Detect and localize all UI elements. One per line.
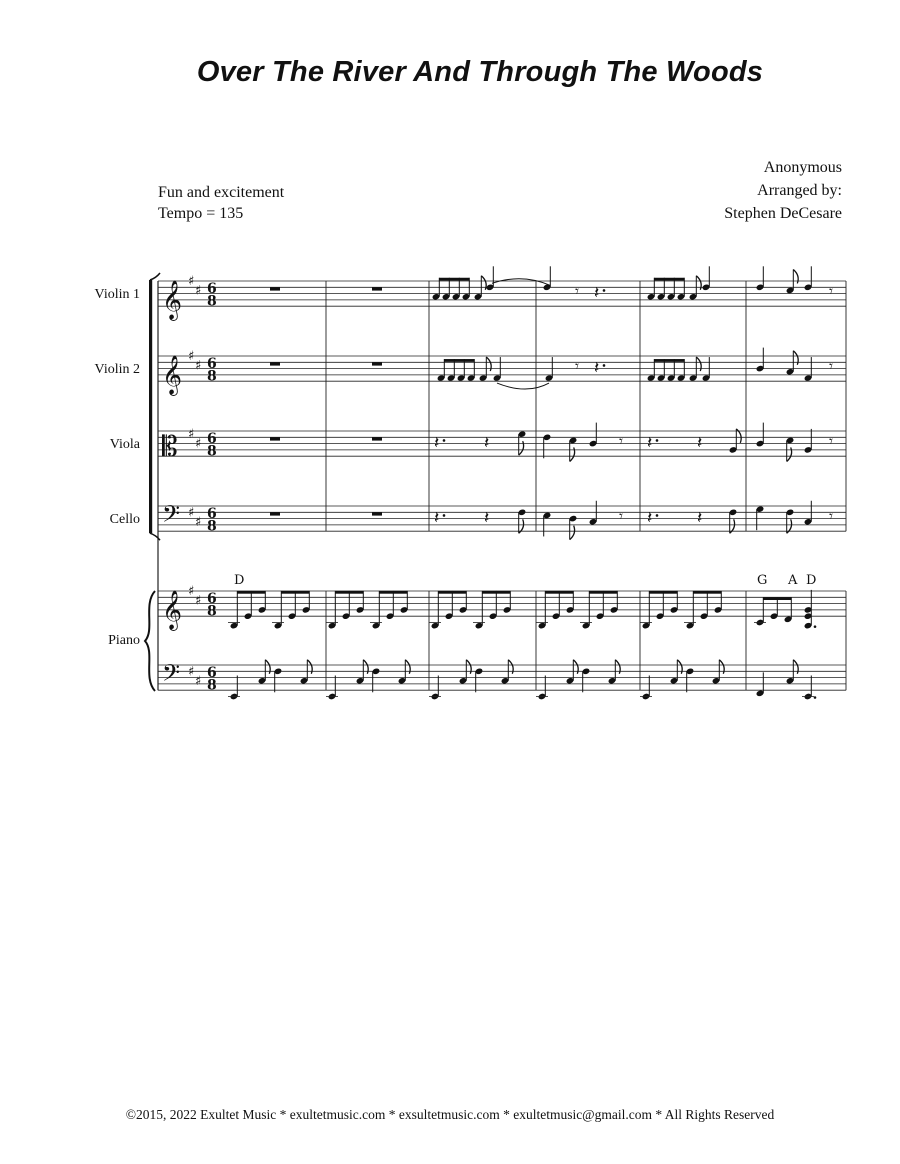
instrument-name-piano: Piano (108, 633, 140, 648)
arranger: Stephen DeCesare (724, 205, 842, 222)
time-signature-top: 6 (207, 356, 217, 372)
time-signature-bottom: 8 (207, 603, 217, 620)
quarter-rest: 𝄽 (434, 508, 440, 528)
quarter-rest: 𝄽 (484, 508, 490, 528)
piano-brace (145, 591, 155, 691)
beam (589, 591, 617, 594)
beam (438, 591, 466, 594)
dot (656, 439, 659, 442)
instrument-name-cello: Cello (109, 512, 140, 527)
whole-rest (372, 437, 382, 440)
beam (482, 591, 510, 594)
whole-rest (270, 362, 280, 365)
time-signature-top: 6 (207, 431, 217, 447)
whole-rest (270, 512, 280, 515)
eighth-rest: 𝄾 (575, 357, 579, 375)
composer: Anonymous (763, 159, 842, 176)
bass-clef-piano-bass: 𝄢 (162, 659, 181, 692)
time-signature-bottom: 8 (207, 293, 217, 310)
flag (570, 526, 575, 540)
key-signature-sharp: ♯ (195, 514, 202, 530)
tempo-marking: Tempo = 135 (158, 205, 244, 222)
beam (335, 591, 363, 594)
whole-rest (372, 287, 382, 290)
dot (656, 514, 659, 517)
chord-symbol: D (234, 573, 245, 588)
key-signature-sharp: ♯ (188, 274, 195, 289)
arranger-label: Arranged by: (757, 182, 842, 199)
key-signature-sharp: ♯ (195, 436, 202, 452)
whole-rest (372, 362, 382, 365)
expression-marking: Fun and excitement (158, 184, 285, 201)
quarter-rest: 𝄽 (647, 433, 653, 453)
dot (603, 289, 606, 292)
beam (439, 278, 469, 281)
ensemble-bracket (149, 280, 152, 533)
key-signature-sharp: ♯ (195, 358, 202, 374)
bracket-hook (150, 273, 160, 280)
dot (443, 439, 446, 442)
time-signature-bottom: 8 (207, 443, 217, 460)
quarter-rest: 𝄽 (594, 358, 600, 378)
key-signature-sharp: ♯ (195, 673, 202, 689)
eighth-rest: 𝄾 (619, 507, 623, 525)
treble-clef-violin-2: 𝄞 (162, 355, 183, 395)
beam (545, 591, 573, 594)
bass-clef-cello: 𝄢 (162, 500, 181, 533)
key-signature-sharp: ♯ (195, 593, 202, 609)
chord-symbol: A (788, 573, 798, 588)
whole-rest (270, 437, 280, 440)
time-signature-top: 6 (207, 665, 217, 681)
chord-symbol: G (757, 573, 768, 588)
beam (281, 591, 309, 594)
eighth-rest: 𝄾 (829, 282, 833, 300)
time-signature-bottom: 8 (207, 518, 217, 535)
beam (654, 359, 684, 362)
instrument-name-viola: Viola (109, 437, 140, 452)
eighth-rest: 𝄾 (575, 282, 579, 300)
whole-rest (372, 512, 382, 515)
treble-clef-piano-treble: 𝄞 (162, 590, 183, 630)
eighth-rest: 𝄾 (829, 507, 833, 525)
eighth-rest: 𝄾 (829, 357, 833, 375)
eighth-rest: 𝄾 (829, 432, 833, 450)
alto-clef-viola: 𝄡 (162, 430, 178, 463)
quarter-rest: 𝄽 (697, 433, 703, 453)
key-signature-sharp: ♯ (188, 664, 195, 680)
quarter-rest: 𝄽 (697, 508, 703, 528)
dot (814, 625, 817, 628)
instrument-name-violin-1: Violin 1 (94, 287, 140, 302)
time-signature-top: 6 (207, 506, 217, 522)
quarter-rest: 𝄽 (484, 433, 490, 453)
key-signature-sharp: ♯ (188, 349, 195, 364)
tie (497, 383, 549, 389)
beam (654, 278, 684, 281)
time-signature-top: 6 (207, 281, 217, 297)
treble-clef-violin-1: 𝄞 (162, 280, 183, 320)
time-signature-top: 6 (207, 591, 217, 607)
key-signature-sharp: ♯ (195, 283, 202, 299)
quarter-rest: 𝄽 (434, 433, 440, 453)
dot (814, 696, 817, 699)
key-signature-sharp: ♯ (188, 427, 195, 443)
time-signature-bottom: 8 (207, 368, 217, 385)
beam (649, 591, 677, 594)
copyright-footer: ©2015, 2022 Exultet Music * exultetmusic.com * exsultetmusic.com * exultetmusic@gmail.com * All Rights Reserved (125, 1107, 775, 1122)
chord-symbol: D (806, 573, 817, 588)
beam (237, 591, 265, 594)
whole-rest (270, 287, 280, 290)
beam (444, 359, 474, 362)
beam (763, 597, 791, 600)
beam (379, 591, 407, 594)
page-title: Over The River And Through The Woods (196, 56, 764, 88)
dot (443, 514, 446, 517)
dot (603, 364, 606, 367)
instrument-name-violin-2: Violin 2 (94, 362, 140, 377)
key-signature-sharp: ♯ (188, 505, 195, 521)
key-signature-sharp: ♯ (188, 584, 195, 599)
time-signature-bottom: 8 (207, 677, 217, 694)
eighth-rest: 𝄾 (619, 432, 623, 450)
quarter-rest: 𝄽 (647, 508, 653, 528)
beam (693, 591, 721, 594)
quarter-rest: 𝄽 (594, 283, 600, 303)
tie (492, 279, 550, 286)
